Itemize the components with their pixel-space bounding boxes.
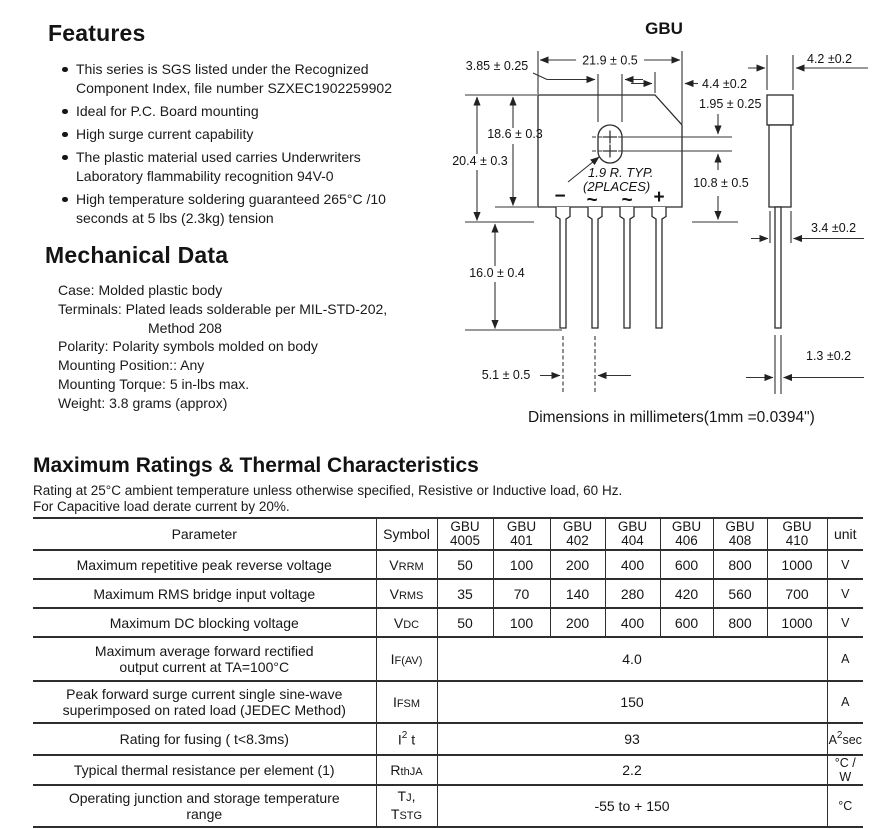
value-cell: 800 xyxy=(713,550,767,579)
header-model: GBU 410 xyxy=(767,518,827,550)
value-cell: 1000 xyxy=(767,550,827,579)
lead-side xyxy=(775,207,781,328)
drawing-caption: Dimensions in millimeters(1mm =0.0394") xyxy=(528,409,815,426)
features-section xyxy=(48,20,468,232)
value-cell: 100 xyxy=(493,608,550,637)
feature-item: This series is SGS listed under the Recognized Component Index, file number SZXEC1902259902 xyxy=(62,60,468,98)
value-cell: 280 xyxy=(605,579,660,608)
value-cell: 400 xyxy=(605,608,660,637)
symbol-cell: RthJA xyxy=(376,755,437,785)
table-row xyxy=(33,550,863,579)
feature-item: High temperature soldering guaranteed 265°C /10 seconds at 5 lbs (2.3kg) tension xyxy=(62,190,468,228)
table-row xyxy=(33,681,863,723)
value-cell: 50 xyxy=(437,550,493,579)
bullet-icon xyxy=(62,109,68,115)
lead-4 xyxy=(652,207,666,328)
value-cell: 1000 xyxy=(767,608,827,637)
bullet-icon xyxy=(62,155,68,161)
unit-cell: V xyxy=(827,550,863,579)
ratings-table xyxy=(33,517,863,828)
mechanical-line: Weight: 3.8 grams (approx) xyxy=(58,394,228,411)
dim-hole-pitch: 1.95 ± 0.25 xyxy=(699,97,762,111)
unit-cell: V xyxy=(827,608,863,637)
dim-lead-pitch: 5.1 ± 0.5 xyxy=(481,368,531,382)
drawing-title: GBU xyxy=(645,19,683,38)
header-unit: unit xyxy=(827,518,863,550)
unit-cell: A xyxy=(827,681,863,723)
header-model: GBU 4005 xyxy=(437,518,493,550)
symbol-cell: VRRM xyxy=(376,550,437,579)
mechanical-line: Mounting Torque: 5 in-lbs max. xyxy=(58,375,250,392)
mechanical-line: Mounting Position:: Any xyxy=(58,357,205,374)
value-cell: 800 xyxy=(713,608,767,637)
package-body-side-top xyxy=(767,95,793,125)
value-cell: 35 xyxy=(437,579,493,608)
param-cell: Peak forward surge current single sine-wave superimposed on rated load (JEDEC Method) xyxy=(62,686,346,718)
value-cell: 560 xyxy=(713,579,767,608)
unit-cell: °C / W xyxy=(827,755,863,785)
value-cell: 70 xyxy=(493,579,550,608)
param-cell: Typical thermal resistance per element (1) xyxy=(73,762,335,778)
param-cell: Operating junction and storage temperature range xyxy=(68,790,340,822)
symbol-cell: $I^2$ t xyxy=(376,723,437,755)
feature-item: Ideal for P.C. Board mounting xyxy=(62,102,468,121)
bullet-icon xyxy=(62,67,68,73)
symbol-cell: TJ, TSTG xyxy=(376,785,437,827)
param-cell: Rating for fusing ( t<8.3ms) xyxy=(119,731,289,747)
value-cell: 140 xyxy=(550,579,605,608)
value-cell: 2.2 xyxy=(437,755,827,785)
dim-body-height-inner: 18.6 ± 0.3 xyxy=(487,127,543,141)
mechanical-lines xyxy=(45,281,475,413)
header-model: GBU 406 xyxy=(660,518,713,550)
package-outline-drawing xyxy=(440,10,896,410)
feature-item: High surge current capability xyxy=(62,125,468,144)
polarity-plus: + xyxy=(653,187,665,208)
lead-1 xyxy=(556,207,570,328)
polarity-minus: − xyxy=(554,186,566,207)
mechanical-line: Method 208 xyxy=(148,319,222,336)
lead-pitch-centerlines xyxy=(563,336,595,394)
symbol-cell: VDC xyxy=(376,608,437,637)
feature-item: The plastic material used carries Underwriters Laboratory flammability recognition 94V-0 xyxy=(62,148,468,186)
header-model: GBU 401 xyxy=(493,518,550,550)
symbol-cell: IFSM xyxy=(376,681,437,723)
header-symbol: Symbol xyxy=(376,518,437,550)
features-list xyxy=(62,60,468,228)
table-header-row xyxy=(33,518,863,550)
value-cell: 50 xyxy=(437,608,493,637)
param-cell: Maximum DC blocking voltage xyxy=(109,614,299,631)
symbol-cell: IF(AV) xyxy=(376,637,437,681)
param-cell: Maximum repetitive peak reverse voltage xyxy=(76,556,332,573)
table-row xyxy=(33,785,863,827)
unit-cell: A xyxy=(827,637,863,681)
symbol-cell: VRMS xyxy=(376,579,437,608)
unit-cell: V xyxy=(827,579,863,608)
package-body-side xyxy=(769,125,791,207)
table-row xyxy=(33,579,863,608)
param-cell: Maximum average forward rectified output current at TA=100°C xyxy=(94,643,314,675)
value-cell: 700 xyxy=(767,579,827,608)
bullet-icon xyxy=(62,197,68,203)
gbu-outline-svg xyxy=(440,10,896,410)
value-cell: 200 xyxy=(550,550,605,579)
mechanical-data-section xyxy=(45,242,475,413)
table-row xyxy=(33,755,863,785)
value-cell: 93 xyxy=(437,723,827,755)
value-cell: 100 xyxy=(493,550,550,579)
ratings-notes xyxy=(33,483,622,514)
dim-lead-length: 16.0 ± 0.4 xyxy=(469,266,525,280)
bullet-icon xyxy=(62,132,68,138)
hole-note-line2: (2PLACES) xyxy=(583,179,651,194)
mechanical-line: Terminals: Plated leads solderable per MIL-STD-202, xyxy=(58,300,388,317)
unit-cell: °C xyxy=(827,785,863,827)
mechanical-line: Polarity: Polarity symbols molded on body xyxy=(58,338,318,355)
lead-3 xyxy=(620,207,634,328)
value-cell: 600 xyxy=(660,608,713,637)
value-cell: 420 xyxy=(660,579,713,608)
polarity-ac2: ~ xyxy=(621,190,633,211)
header-parameter: Parameter xyxy=(171,526,237,542)
value-cell: 400 xyxy=(605,550,660,579)
hole-note-line1: 1.9 R. TYP. xyxy=(588,165,654,180)
polarity-ac1: ~ xyxy=(586,190,598,211)
dim-lead-thickness: 1.3 ±0.2 xyxy=(806,349,852,363)
table-row xyxy=(33,608,863,637)
value-cell: 150 xyxy=(437,681,827,723)
dim-side-width: 4.2 ±0.2 xyxy=(807,52,853,66)
ratings-note-2: For Capacitive load derate current by 20%. xyxy=(33,498,290,514)
dim-side-body: 3.4 ±0.2 xyxy=(811,221,857,235)
header-model: GBU 404 xyxy=(605,518,660,550)
unit-cell: $A^2\sec$ xyxy=(827,723,863,755)
param-cell: Maximum RMS bridge input voltage xyxy=(93,585,316,602)
header-model: GBU 402 xyxy=(550,518,605,550)
dim-corner: 4.4 ±0.2 xyxy=(702,77,748,91)
lead-2 xyxy=(588,207,602,328)
header-model: GBU 408 xyxy=(713,518,767,550)
table-row xyxy=(33,637,863,681)
value-cell: 200 xyxy=(550,608,605,637)
mechanical-line: Case: Molded plastic body xyxy=(58,282,223,298)
ratings-title: Maximum Ratings & Thermal Characteristics xyxy=(33,454,479,477)
features-heading: Features xyxy=(48,20,146,46)
mechanical-heading: Mechanical Data xyxy=(45,242,229,268)
dim-body-height-outer: 20.4 ± 0.3 xyxy=(452,154,508,168)
dim-top-width: 21.9 ± 0.5 xyxy=(582,53,638,68)
value-cell: 600 xyxy=(660,550,713,579)
dim-slot-width: 3.85 ± 0.25 xyxy=(465,59,529,73)
value-cell: -55 to + 150 xyxy=(437,785,827,827)
table-row xyxy=(33,723,863,755)
ratings-note-1: Rating at 25°C ambient temperature unless otherwise specified, Resistive or Inductive load, 60 Hz. xyxy=(33,483,623,498)
dim-hole-to-bottom: 10.8 ± 0.5 xyxy=(693,176,749,190)
value-cell: 4.0 xyxy=(437,637,827,681)
